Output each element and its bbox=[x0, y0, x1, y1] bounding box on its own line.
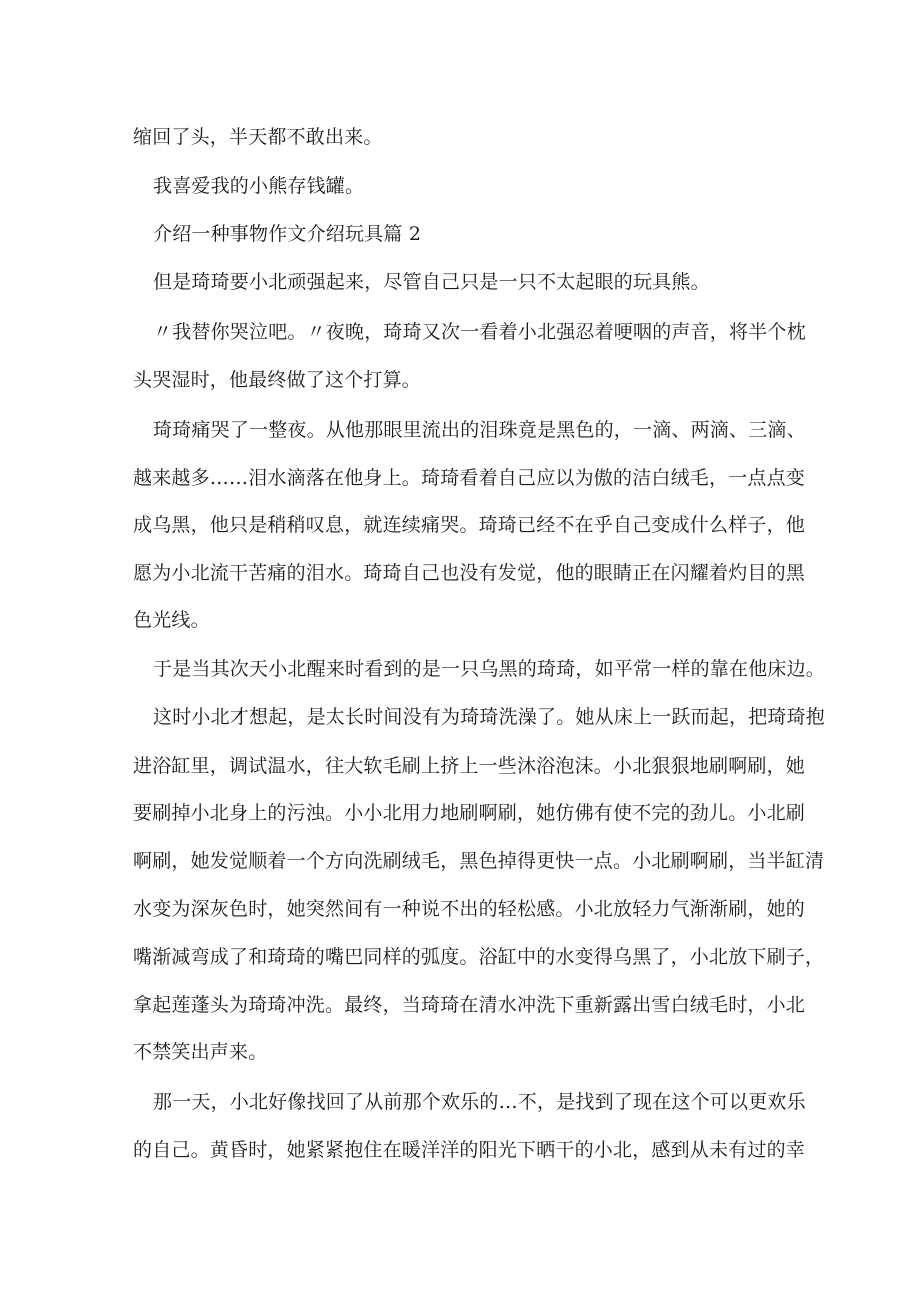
text-line: 〃我替你哭泣吧。〃夜晚，琦琦又次一看着小北强忍着哽咽的声音，将半个枕 bbox=[153, 321, 806, 343]
text-line: 拿起莲蓬头为琦琦冲洗。最终，当琦琦在清水冲洗下重新露出雪白绒毛时，小北 bbox=[133, 994, 806, 1016]
text-line: 愿为小北流干苦痛的泪水。琦琦自己也没有发觉，他的眼睛正在闪耀着灼目的黑 bbox=[133, 562, 806, 584]
text-line: 嘴渐减弯成了和琦琦的嘴巴同样的弧度。浴缸中的水变得乌黑了，小北放下刷子， bbox=[133, 946, 825, 968]
text-line: 不禁笑出声来。 bbox=[133, 1041, 268, 1063]
text-line: 色光线。 bbox=[133, 609, 210, 631]
text-line: 成乌黑，他只是稍稍叹息，就连续痛哭。琦琦已经不在乎自己变成什么样子，他 bbox=[133, 514, 806, 536]
text-line: 的自己。黄昏时，她紧紧抱住在暖洋洋的阳光下晒干的小北，感到从未有过的幸 bbox=[133, 1139, 806, 1161]
text-line: 但是琦琦要小北顽强起来，尽管自己只是一只不太起眼的玩具熊。 bbox=[153, 271, 710, 293]
text-line: 啊刷，她发觉顺着一个方向洗刷绒毛，黑色掉得更快一点。小北刷啊刷，当半缸清 bbox=[133, 850, 825, 872]
text-line: 要刷掉小北身上的污浊。小小北用力地刷啊刷，她仿佛有使不完的劲儿。小北刷 bbox=[133, 802, 806, 824]
text-line: 我喜爱我的小熊存钱罐。 bbox=[153, 175, 365, 197]
text-line: 于是当其次天小北醒来时看到的是一只乌黑的琦琦，如平常一样的靠在他床边。 bbox=[153, 658, 826, 680]
text-line: 缩回了头，半天都不敢出来。 bbox=[133, 126, 383, 148]
text-line: 头哭湿时，他最终做了这个打算。 bbox=[133, 369, 422, 391]
text-line: 那一天，小北好像找回了从前那个欢乐的…不，是找到了现在这个可以更欢乐 bbox=[153, 1091, 806, 1113]
text-line: 水变为深灰色时，她突然间有一种说不出的轻松感。小北放轻力气渐渐刷，她的 bbox=[133, 898, 806, 920]
text-line: 越来越多……泪水滴落在他身上。琦琦看着自己应以为傲的洁白绒毛，一点点变 bbox=[133, 467, 806, 489]
text-line: 琦琦痛哭了一整夜。从他那眼里流出的泪珠竟是黑色的，一滴、两滴、三滴、 bbox=[153, 419, 806, 441]
text-line: 这时小北才想起，是太长时间没有为琦琦洗澡了。她从床上一跃而起，把琦琦抱 bbox=[153, 706, 826, 728]
section-heading: 介绍一种事物作文介绍玩具篇 2 bbox=[153, 223, 422, 245]
text-line: 进浴缸里，调试温水，往大软毛刷上挤上一些沐浴泡沫。小北狠狠地刷啊刷，她 bbox=[133, 755, 806, 777]
